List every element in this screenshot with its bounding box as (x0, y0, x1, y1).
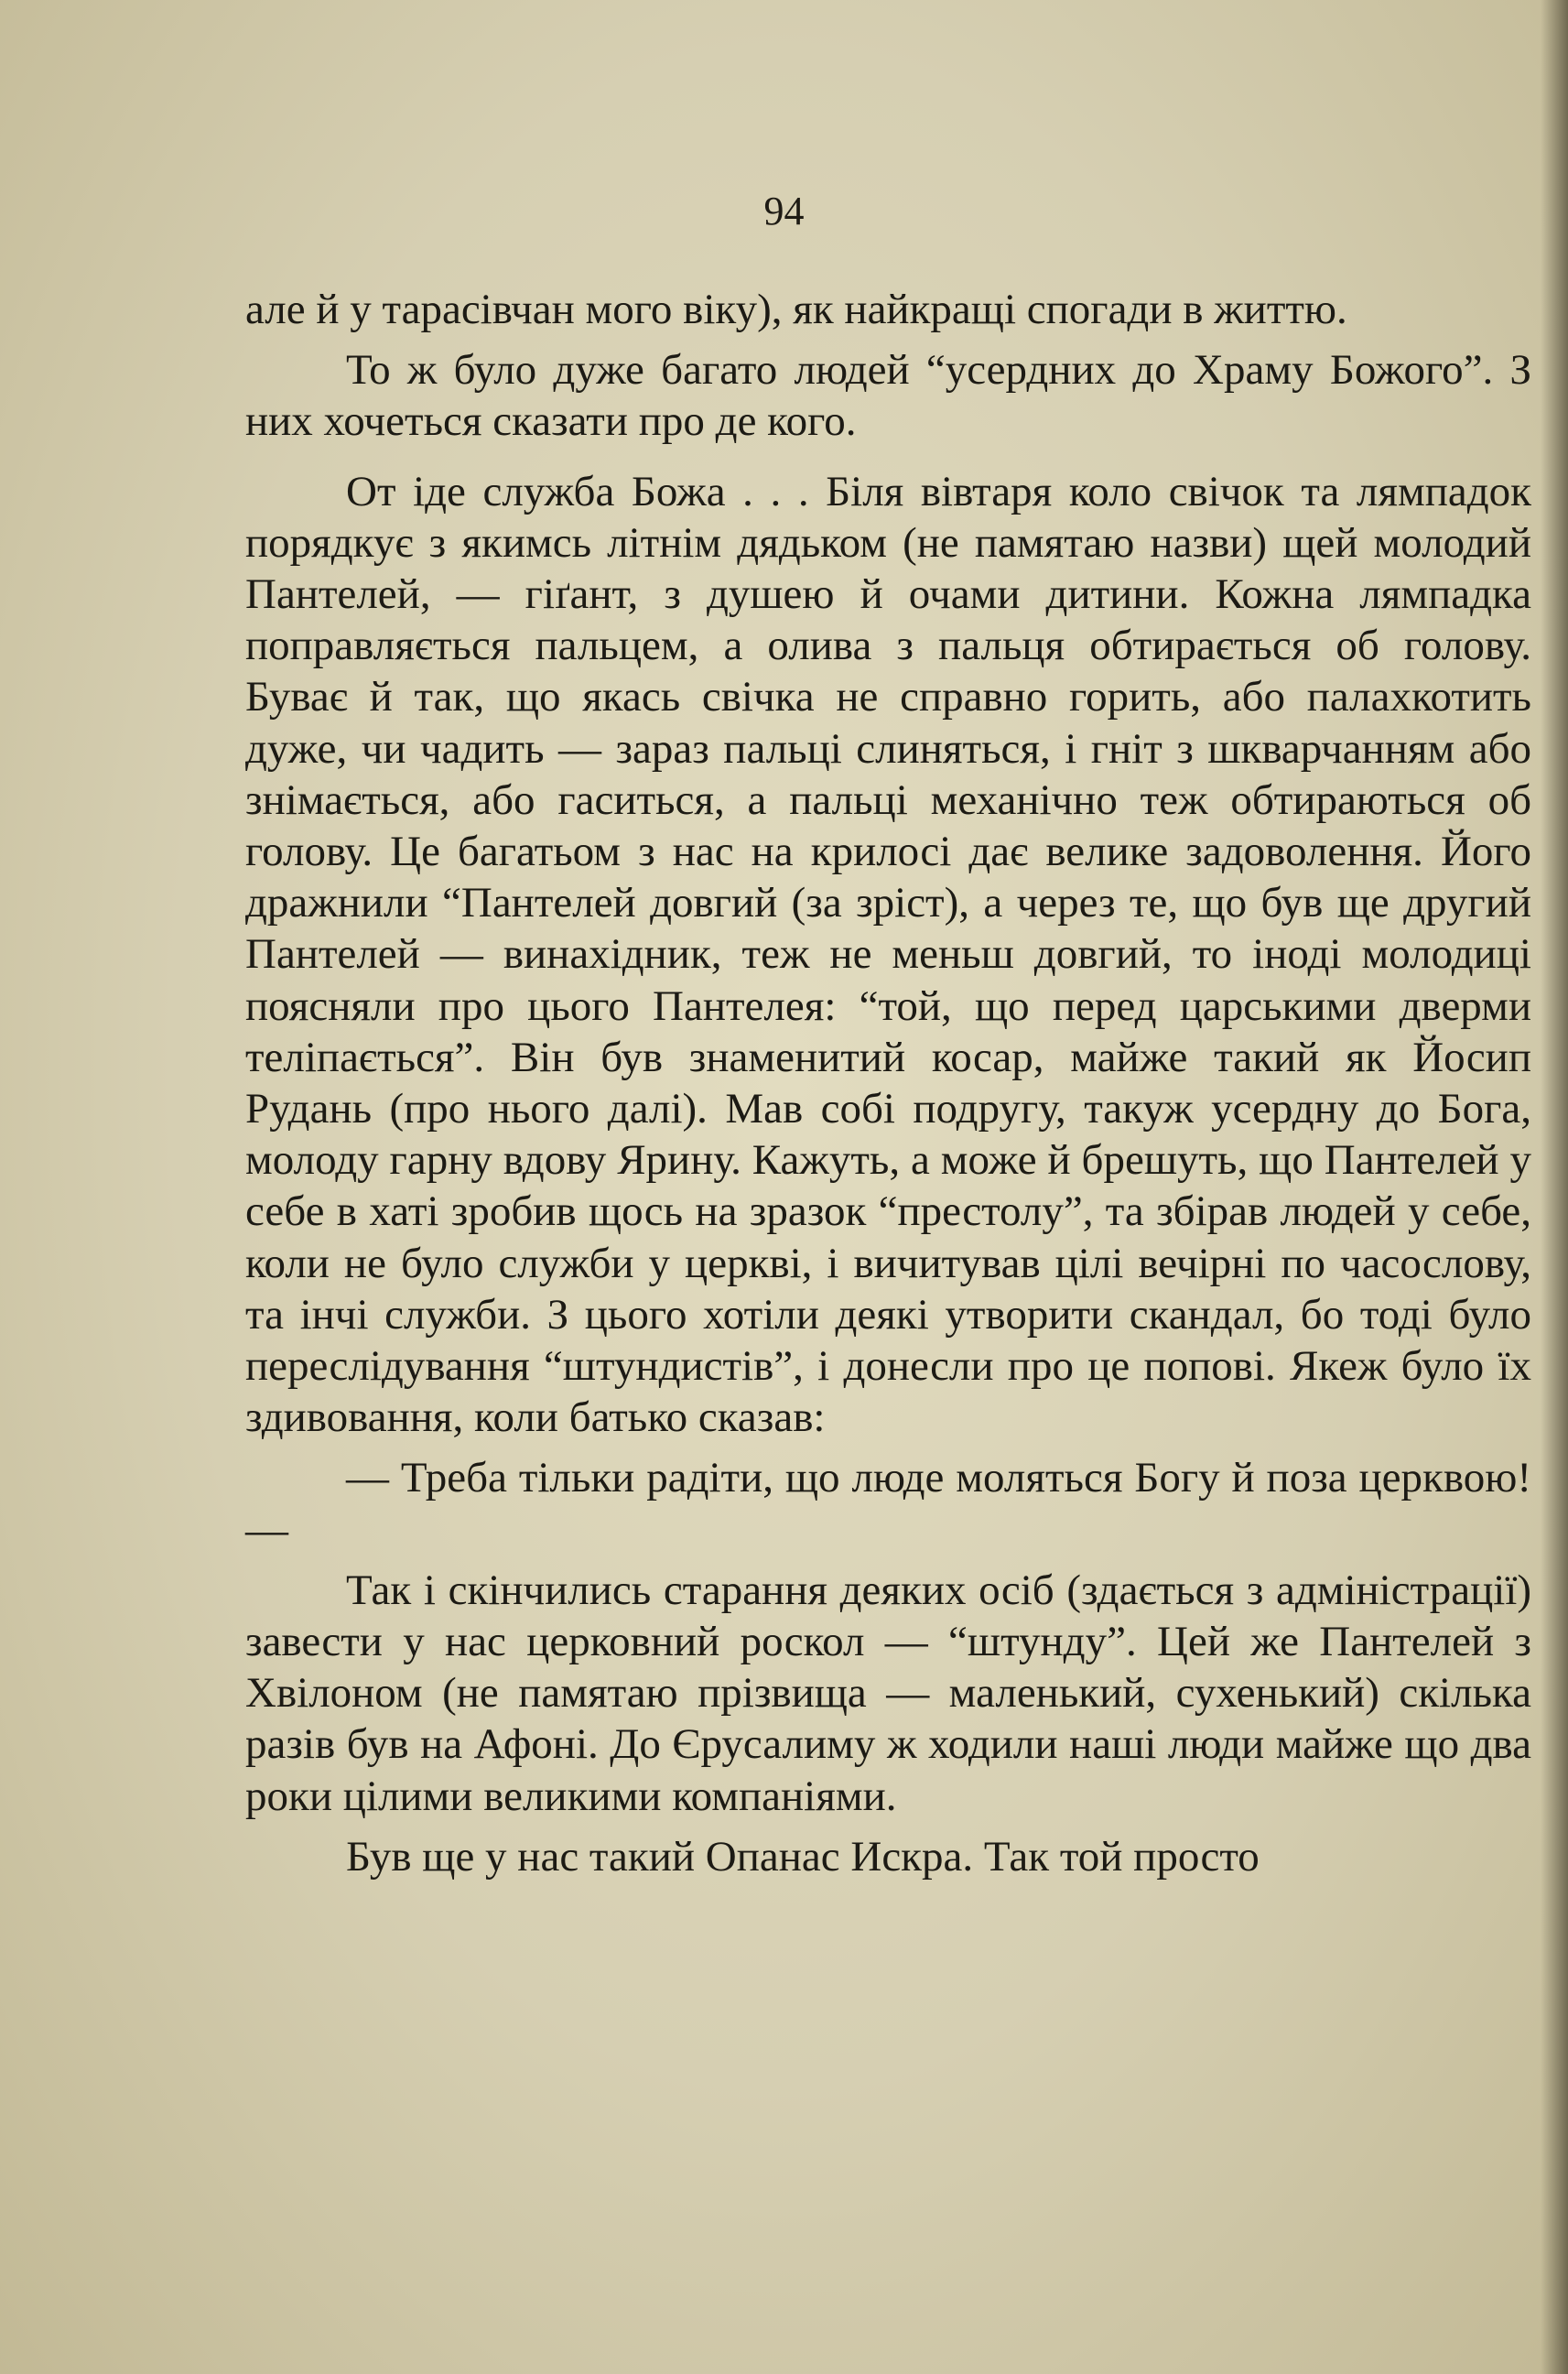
paragraph: От іде служба Божа . . . Біля вівтаря коло свічок та лямпадок порядкує з якимсь літнім дядьком (не памятаю назви) щей молодий Пантелей, — гіґант, з душею й очами дитини. Кожна лямпадка поправляється пальцем, а олива з пальця обтирається об голову. Буває й так, що якась свічка не справно горить, або палахкотить дуже, чи чадить — зараз пальці слиняться, і гніт з шкварчанням або знімається, або гаситься, а пальці механічно теж обтираються об голову. Це багатьом з нас на крилосі дає велике задоволення. Його дражнили “Пантелей довгий (за зріст), а через те, що був ще другий Пантелей — винахідник, теж не меньш довгий, то іноді молодиці поясняли про цього Пантелея: “той, що перед царськими дверми теліпається”. Він був знаменитий косар, майже такий як Йосип Рудань (про нього далі). Мав собі подругу, такуж усердну до Бога, молоду гарну вдову Ярину. Кажуть, а може й брешуть, що Пантелей у себе в хаті зробив щось на зразок “престолу”, та збірав людей у себе, коли не було служби у церкві, і вичитував цілі вечірні по часослову, та інчі служби. З цього хотіли деякі утворити скандал, бо тоді було переслідування “штундистів”, і донесли про це попові. Якеж було їх здивовання, коли батько сказав: (245, 467, 1531, 1442)
page-body-text (245, 284, 1531, 1892)
paragraph: Так і скінчились старання деяких осіб (здається з адміністрації) завести у нас церковний роскол — “штунду”. Цей же Пантелей з Хвілоном (не памятаю прізвища — маленький, сухенький) скілька разів був на Афоні. До Єрусалиму ж ходили наші люди майже що два роки цілими великими компаніями. (245, 1566, 1531, 1820)
paragraph: То ж було дуже багато людей “усердних до Храму Божого”. З них хочеться сказати про де кого. (245, 346, 1531, 446)
paragraph-dialogue: — Треба тільки радіти, що люде моляться Богу й поза церквою! — (245, 1454, 1531, 1554)
page-edge-shadow (1541, 0, 1568, 2374)
paragraph-continuation: але й у тарасівчан мого віку), як найкращі спогади в життю. (245, 286, 1347, 333)
page-number: 94 (763, 189, 805, 233)
paragraph: Був ще у нас такий Опанас Искра. Так той просто (346, 1832, 1260, 1881)
